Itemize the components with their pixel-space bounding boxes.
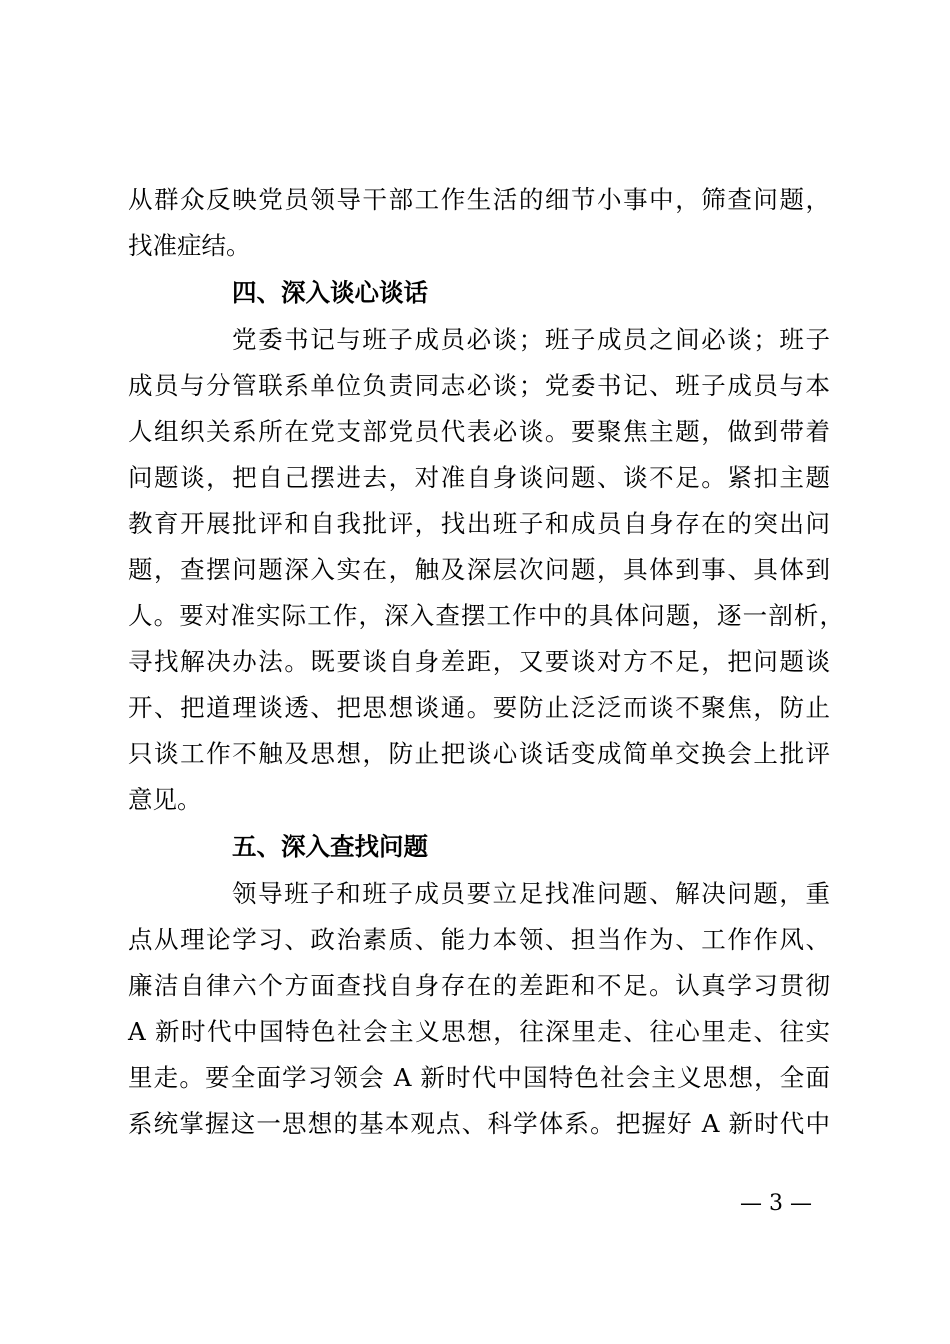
paragraph-line: 问题谈，把自己摆进去，对准自身谈问题、谈不足。紧扣主题 bbox=[128, 463, 830, 492]
paragraph-line: 成员与分管联系单位负责同志必谈；党委书记、班子成员与本 bbox=[128, 371, 830, 400]
paragraph-line: 系统掌握这一思想的基本观点、科学体系。把握好 A 新时代中 bbox=[128, 1109, 830, 1138]
paragraph-line: 人组织关系所在党支部党员代表必谈。要聚焦主题，做到带着 bbox=[128, 417, 830, 446]
paragraph-line: 找准症结。 bbox=[128, 231, 251, 260]
section-heading-four: 四、深入谈心谈话 bbox=[232, 278, 428, 307]
paragraph-line: 意见。 bbox=[128, 785, 202, 814]
paragraph-line: 廉洁自律六个方面查找自身存在的差距和不足。认真学习贯彻 bbox=[128, 971, 830, 1000]
paragraph-line: 党委书记与班子成员必谈；班子成员之间必谈；班子 bbox=[232, 325, 830, 354]
paragraph-line: 只谈工作不触及思想，防止把谈心谈话变成简单交换会上批评 bbox=[128, 739, 830, 768]
paragraph-line: 领导班子和班子成员要立足找准问题、解决问题，重 bbox=[232, 879, 830, 908]
paragraph-line: 里走。要全面学习领会 A 新时代中国特色社会主义思想，全面 bbox=[128, 1063, 830, 1092]
paragraph-line: 点从理论学习、政治素质、能力本领、担当作为、工作作风、 bbox=[128, 925, 830, 954]
paragraph-line: 教育开展批评和自我批评，找出班子和成员自身存在的突出问 bbox=[128, 509, 830, 538]
paragraph-line: 题，查摆问题深入实在，触及深层次问题，具体到事、具体到 bbox=[128, 555, 830, 584]
section-heading-five: 五、深入查找问题 bbox=[232, 832, 428, 861]
paragraph-line: 开、把道理谈透、把思想谈通。要防止泛泛而谈不聚焦，防止 bbox=[128, 693, 830, 722]
page-number: — 3 — bbox=[740, 1191, 812, 1216]
paragraph-line: A 新时代中国特色社会主义思想，往深里走、往心里走、往实 bbox=[128, 1017, 830, 1046]
paragraph-line: 人。要对准实际工作，深入查摆工作中的具体问题，逐一剖析， bbox=[128, 601, 844, 630]
paragraph-line: 寻找解决办法。既要谈自身差距，又要谈对方不足，把问题谈 bbox=[128, 647, 830, 676]
paragraph-line: 从群众反映党员领导干部工作生活的细节小事中，筛查问题， bbox=[128, 185, 830, 214]
